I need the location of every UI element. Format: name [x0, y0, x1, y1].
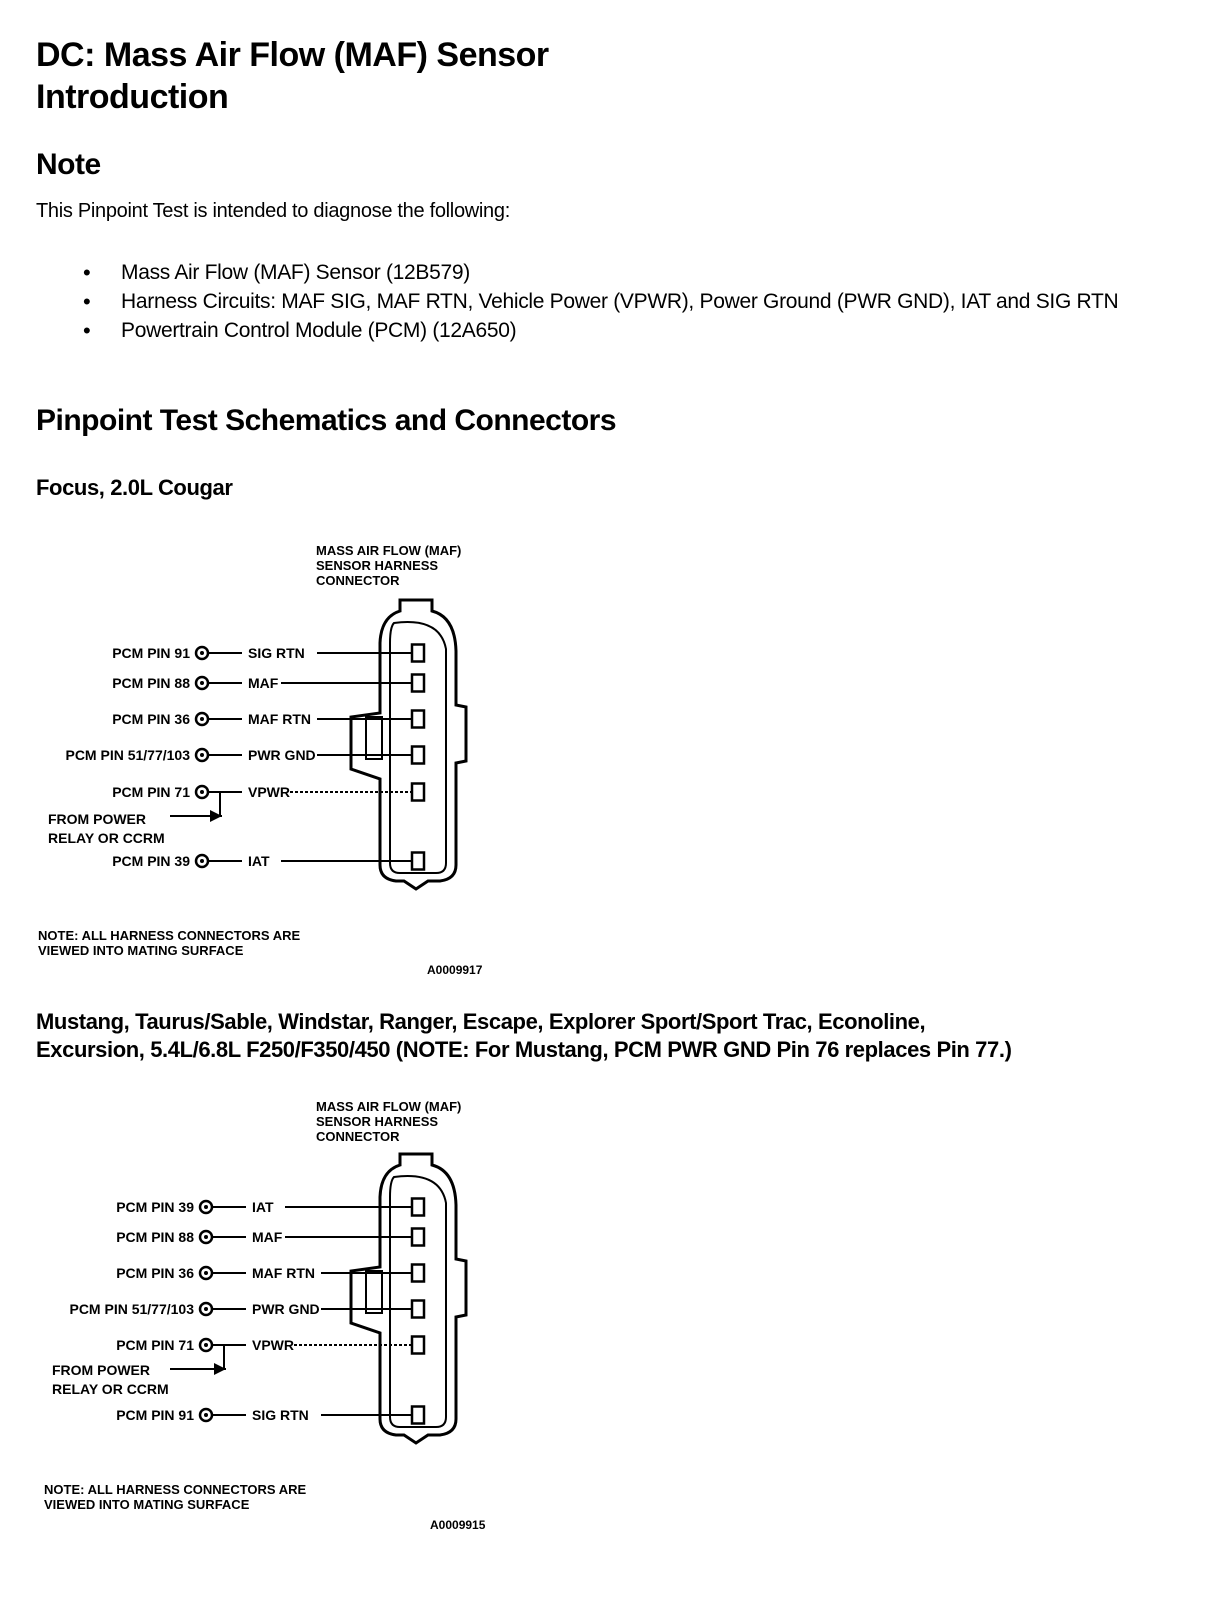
connector-title-line: MASS AIR FLOW (MAF)	[316, 543, 462, 558]
pin-cavity	[412, 853, 424, 870]
pin-cavity	[412, 1199, 424, 1216]
pin-cavity	[412, 711, 424, 728]
terminal-dot	[200, 859, 204, 863]
power-note-line: RELAY OR CCRM	[48, 830, 165, 846]
pin-cavity	[412, 675, 424, 692]
diagram-footnote: VIEWED INTO MATING SURFACE	[44, 1497, 250, 1512]
figure-id: A0009915	[430, 1518, 486, 1532]
pin-cavity	[412, 1301, 424, 1318]
power-note-line: RELAY OR CCRM	[52, 1381, 169, 1397]
terminal-dot	[200, 681, 204, 685]
pin-cavity	[412, 784, 424, 801]
pin-cavity	[412, 747, 424, 764]
terminal-dot	[204, 1235, 208, 1239]
connector-title-line: MASS AIR FLOW (MAF)	[316, 1099, 462, 1114]
connector-housing	[351, 1154, 466, 1443]
terminal-dot	[200, 790, 204, 794]
terminal-dot	[200, 717, 204, 721]
signal-label: MAF RTN	[252, 1265, 315, 1281]
page-title: DC: Mass Air Flow (MAF) Sensor	[36, 36, 549, 74]
note-list	[36, 258, 1156, 345]
signal-label: SIG RTN	[252, 1407, 309, 1423]
diagram-footnote: NOTE: ALL HARNESS CONNECTORS ARE	[38, 928, 301, 943]
signal-label: VPWR	[248, 784, 290, 800]
pcm-pin-label: PCM PIN 39	[116, 1199, 194, 1215]
signal-label: MAF	[252, 1229, 283, 1245]
terminal-dot	[200, 753, 204, 757]
signal-label: PWR GND	[248, 747, 316, 763]
page-subtitle: Introduction	[36, 78, 229, 116]
list-item: • Mass Air Flow (MAF) Sensor (12B579)	[36, 258, 1156, 287]
pcm-pin-label: PCM PIN 88	[116, 1229, 194, 1245]
pin-cavity	[412, 1337, 424, 1354]
pcm-pin-label: PCM PIN 36	[112, 711, 190, 727]
diagram1-caption: Focus, 2.0L Cougar	[36, 475, 233, 500]
pcm-pin-label: PCM PIN 88	[112, 675, 190, 691]
signal-label: IAT	[252, 1199, 274, 1215]
terminal-dot	[204, 1205, 208, 1209]
maf-connector-diagram-2	[0, 1092, 620, 1562]
note-intro: This Pinpoint Test is intended to diagnose the following:	[36, 200, 510, 222]
pcm-pin-label: PCM PIN 51/77/103	[69, 1301, 194, 1317]
terminal-dot	[200, 651, 204, 655]
signal-label: MAF	[248, 675, 279, 691]
signal-label: IAT	[248, 853, 270, 869]
diagram-footnote: NOTE: ALL HARNESS CONNECTORS ARE	[44, 1482, 307, 1497]
connector-housing	[351, 600, 466, 889]
pcm-pin-label: PCM PIN 36	[116, 1265, 194, 1281]
terminal-dot	[204, 1413, 208, 1417]
power-note-line: FROM POWER	[48, 811, 146, 827]
pin-cavity	[412, 1407, 424, 1424]
connector-title-line: SENSOR HARNESS	[316, 558, 439, 573]
pcm-pin-label: PCM PIN 39	[112, 853, 190, 869]
terminal-dot	[204, 1343, 208, 1347]
connector-latch	[366, 1271, 382, 1313]
signal-label: PWR GND	[252, 1301, 320, 1317]
diagram-footnote: VIEWED INTO MATING SURFACE	[38, 943, 244, 958]
diagram2-caption-line2: Excursion, 5.4L/6.8L F250/F350/450 (NOTE: For Mustang, PCM PWR GND Pin 76 replaces Pin 77.)	[36, 1037, 1012, 1062]
signal-label: VPWR	[252, 1337, 294, 1353]
figure-id: A0009917	[427, 963, 483, 977]
pcm-pin-label: PCM PIN 71	[116, 1337, 194, 1353]
pcm-pin-label: PCM PIN 71	[112, 784, 190, 800]
connector-title-line: CONNECTOR	[316, 1129, 400, 1144]
section-heading: Pinpoint Test Schematics and Connectors	[36, 404, 617, 437]
signal-label: SIG RTN	[248, 645, 305, 661]
connector-title-line: SENSOR HARNESS	[316, 1114, 439, 1129]
pin-cavity	[412, 1229, 424, 1246]
signal-label: MAF RTN	[248, 711, 311, 727]
diagram2-caption-line1: Mustang, Taurus/Sable, Windstar, Ranger, Escape, Explorer Sport/Sport Trac, Econoline,	[36, 1009, 926, 1034]
list-item: • Harness Circuits: MAF SIG, MAF RTN, Vehicle Power (VPWR), Power Ground (PWR GND), IAT and SIG RTN	[36, 287, 1141, 316]
pcm-pin-label: PCM PIN 51/77/103	[65, 747, 190, 763]
maf-connector-diagram-1	[0, 536, 620, 986]
pcm-pin-label: PCM PIN 91	[116, 1407, 194, 1423]
terminal-dot	[204, 1307, 208, 1311]
connector-latch	[366, 717, 382, 759]
list-item: • Powertrain Control Module (PCM) (12A650)	[36, 316, 1156, 345]
pin-cavity	[412, 1265, 424, 1282]
power-note-line: FROM POWER	[52, 1362, 150, 1378]
pin-cavity	[412, 645, 424, 662]
connector-title-line: CONNECTOR	[316, 573, 400, 588]
note-heading: Note	[36, 148, 101, 181]
terminal-dot	[204, 1271, 208, 1275]
pcm-pin-label: PCM PIN 91	[112, 645, 190, 661]
